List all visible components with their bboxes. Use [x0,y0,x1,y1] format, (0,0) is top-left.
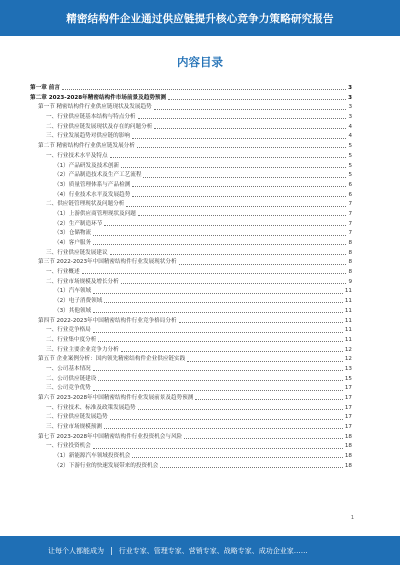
toc-entry-page: 11 [344,298,352,305]
toc-entry-page: 5 [348,143,352,150]
toc-entry-page: 11 [344,317,352,324]
toc-leader-dots [93,244,346,245]
toc-entry-page: 17 [344,385,352,392]
toc-entry-title: 二、行业市场规模及增长分析 [46,278,120,288]
toc-entry-title: 第三节 2022-2023年中国精密结构件行业发展现状分析 [38,258,178,268]
toc-entry[interactable] [30,132,352,142]
toc-entry-page: 7 [348,210,352,217]
toc-entry[interactable] [30,152,352,162]
toc-leader-dots [121,351,343,352]
toc-entry-page: 18 [344,453,352,460]
toc-entry[interactable] [30,191,352,201]
toc-entry-title: 第四节 2022-2023年中国精密结构件行业竞争格局分析 [38,317,178,327]
footer-slogan-left: 让每个人都能成为 [48,546,104,555]
toc-leader-dots [138,409,343,410]
report-title: 精密结构件企业通过供应链提升核心竞争力策略研究报告 [66,12,334,25]
footer-separator: | [110,546,113,555]
toc-entry-title: 三、行业供应链发展建议 [46,249,109,259]
toc-entry[interactable] [30,317,352,327]
toc-entry[interactable] [30,307,352,317]
toc-leader-dots [138,215,347,216]
toc-entry-title: 第二章 2023-2028年精密结构件市场前景及趋势预测 [30,94,167,104]
toc-leader-dots [187,361,343,362]
toc-leader-dots [160,467,343,468]
toc-entry-title: （2）电子消费领域 [54,297,103,307]
toc-entry-title: 第七节 2023-2028年中国精密结构件行业投资机会与风险 [38,433,183,443]
toc-entry-title: （2）产品制造技术及生产工艺流程 [54,171,142,181]
toc-entry-page: 17 [344,414,352,421]
toc-heading: 内容目录 [177,55,223,69]
toc-leader-dots [110,419,343,420]
toc-leader-dots [104,225,346,226]
toc-entry-title: （3）其他领域 [54,307,92,317]
toc-entry[interactable] [30,162,352,172]
toc-entry-title: （1）新能源汽车领域投资机会 [54,452,131,462]
toc-entry-title: （2）生产制造环节 [54,220,103,230]
toc-entry-page: 7 [348,230,352,237]
toc-entry[interactable] [30,375,352,385]
toc-entry-page: 7 [348,220,352,227]
toc-entry-page: 4 [348,123,352,130]
toc-entry-page: 11 [344,327,352,334]
toc-entry[interactable] [30,142,352,152]
toc-entry-title: 第六节 2023-2028年中国精密结构件行业发展前景及趋势预测 [38,394,194,404]
toc-leader-dots [62,89,346,90]
toc-entry[interactable] [30,346,352,356]
page-number: 1 [350,515,354,521]
toc-entry-page: 3 [348,85,352,91]
toc-entry-title: 第五节 企业案例分析：国内领先精密结构件企业供应链实践 [38,355,186,365]
toc-entry-title: 一、行业概述 [46,268,81,278]
toc-entry[interactable] [30,249,352,259]
toc-entry[interactable] [30,423,352,433]
toc-entry-title: 第二节 精密结构件行业供应链发展分析 [38,142,136,152]
toc-leader-dots [121,283,347,284]
toc-leader-dots [104,428,343,429]
toc-leader-dots [132,196,346,197]
toc-entry-title: 二、行业集中度分析 [46,336,97,346]
toc-entry-page: 18 [344,433,352,440]
toc-leader-dots [132,138,347,139]
toc-entry-page: 8 [348,269,352,276]
toc-entry-page: 4 [348,133,352,140]
toc-entry-title: 一、行业竞争格局 [46,326,92,336]
toc-entry[interactable] [30,123,352,133]
toc-entry-page: 3 [348,104,352,111]
toc-entry-page: 5 [348,162,352,169]
toc-leader-dots [154,109,347,110]
toc-leader-dots [93,235,346,236]
toc-entry[interactable] [30,326,352,336]
toc-entry-title: 一、公司基本情况 [46,365,92,375]
toc-leader-dots [179,264,347,265]
toc-leader-dots [179,322,343,323]
toc-leader-dots [93,390,343,391]
toc-entry[interactable] [30,268,352,278]
toc-entry[interactable] [30,365,352,375]
toc-entry[interactable] [30,103,352,113]
toc-entry-title: （4）行业技术水平及发展趋势 [54,191,131,201]
toc-entry-page: 18 [344,462,352,469]
toc-entry[interactable] [30,258,352,268]
toc-leader-dots [93,312,343,313]
toc-entry-title: （1）产品研发及技术创新 [54,162,120,172]
toc-entry[interactable] [30,171,352,181]
toc-entry-title: 二、行业供应链发展趋势 [46,413,109,423]
toc-entry-page: 7 [348,201,352,208]
toc-entry[interactable] [30,181,352,191]
toc-entry-title: 二、公司供应链建设 [46,375,97,385]
toc-entry-page: 8 [348,259,352,266]
toc-leader-dots [138,118,347,119]
toc-entry-title: 三、公司竞争优势 [46,384,92,394]
toc-leader-dots [195,399,343,400]
toc-entry[interactable] [30,384,352,394]
toc-entry-title: （3）质量管理体系与产品检测 [54,181,131,191]
toc-entry-page: 6 [348,191,352,198]
toc-entry[interactable] [30,113,352,123]
toc-entry-title: 第一节 精密结构件行业供应链现状及发展趋势 [38,103,153,113]
footer-slogan-right: 行业专家、管理专家、营销专家、战略专家、成功企业家…… [118,546,308,555]
toc-entry-page: 6 [348,181,352,188]
toc-entry-title: （3）仓储物流 [54,229,92,239]
toc-entry-page: 18 [344,443,352,450]
toc-entry-title: （4）客户服务 [54,239,92,249]
toc-entry[interactable] [30,413,352,423]
toc-entry-title: 三、行业市场规模预测 [46,423,103,433]
footer-bar [0,536,400,565]
toc-entry[interactable] [30,404,352,414]
toc-leader-dots [121,167,346,168]
toc-entry-title: 三、行业发展趋势对供应链的影响 [46,132,131,142]
toc-leader-dots [104,302,343,303]
toc-entry-page: 12 [344,346,352,353]
toc-leader-dots [93,448,343,449]
toc-entry[interactable] [30,210,352,220]
toc-entry-page: 13 [344,365,352,372]
toc-entry[interactable] [30,394,352,404]
toc-leader-dots [184,438,343,439]
toc-leader-dots [93,293,343,294]
toc-entry[interactable] [30,94,352,104]
toc-entry-title: 一、行业技术水平及特点 [46,152,109,162]
toc-entry-page: 17 [344,404,352,411]
toc-entry-page: 8 [348,249,352,256]
toc-entry-title: 三、行业主要企业竞争力分析 [46,346,120,356]
toc-entry[interactable] [30,442,352,452]
toc-entry[interactable] [30,200,352,210]
toc-leader-dots [98,341,343,342]
toc-leader-dots [137,147,347,148]
toc-entry[interactable] [30,462,352,472]
toc-entry-page: 11 [344,288,352,295]
toc-leader-dots [93,332,343,333]
toc-entry-page: 3 [348,114,352,121]
toc-entry[interactable] [30,239,352,249]
toc-entry-page: 17 [344,395,352,401]
toc-entry[interactable] [30,287,352,297]
toc-entry-title: 第一章 前言 [30,84,61,94]
toc-leader-dots [143,177,346,178]
toc-entry[interactable] [30,84,352,94]
toc-entry[interactable] [30,433,352,443]
toc-leader-dots [110,157,347,158]
toc-entry[interactable] [30,452,352,462]
toc-entry-page: 11 [344,336,352,343]
toc-leader-dots [126,206,346,207]
toc-leader-dots [132,186,346,187]
toc-entry-page: 5 [348,152,352,159]
toc-entry[interactable] [30,278,352,288]
toc-entry-title: （1）上游供应商管理现状及问题 [54,210,137,220]
toc-entry-page: 5 [348,172,352,179]
toc-leader-dots [93,370,343,371]
toc-leader-dots [98,380,343,381]
toc-entry[interactable] [30,220,352,230]
toc-entry-title: 一、行业供应链基本结构与特点分析 [46,113,137,123]
toc-entry[interactable] [30,229,352,239]
toc-leader-dots [168,99,346,100]
toc-entry-title: （2）下游行业的快速发展带来的投资机会 [54,462,159,472]
toc-entry[interactable] [30,355,352,365]
toc-entry-page: 17 [344,424,352,431]
toc-leader-dots [132,457,343,458]
toc-entry-page: 11 [344,307,352,314]
toc-entry-page: 12 [344,356,352,363]
toc-leader-dots [82,273,347,274]
report-header-bar [0,0,400,36]
toc-entry-title: 二、供应链管理现状及问题分析 [46,200,125,210]
toc-leader-dots [154,128,346,129]
toc-entry-page: 3 [348,94,352,101]
toc-entry-page: 15 [344,375,352,382]
toc-entry[interactable] [30,297,352,307]
toc-entry-page: 9 [348,278,352,285]
toc-leader-dots [110,254,347,255]
toc-entry-title: （1）汽车领域 [54,287,92,297]
toc-entry-title: 一、行业技术、标准及政策发展趋势 [46,404,137,414]
toc-entry-title: 二、行业供应链发展现状及存在的问题分析 [46,123,153,133]
table-of-contents [30,84,352,472]
toc-entry[interactable] [30,336,352,346]
toc-entry-page: 8 [348,240,352,246]
toc-entry-title: 一、行业投资机会 [46,442,92,452]
